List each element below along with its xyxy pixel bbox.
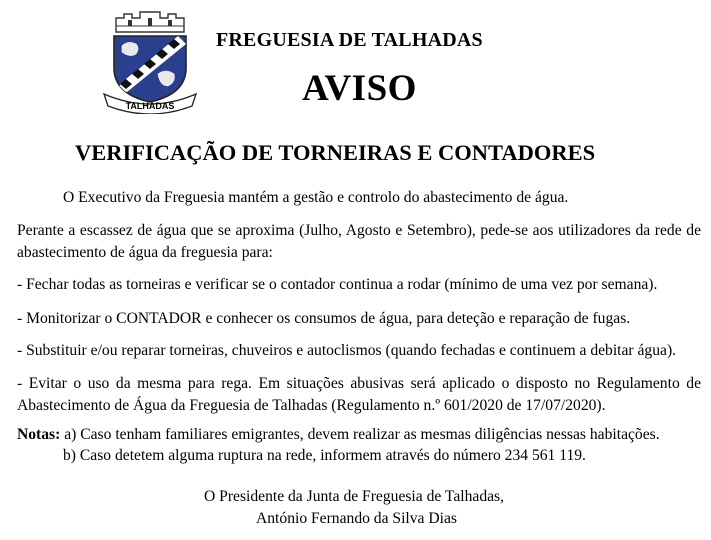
note-a-text: a) Caso tenham familiares emigrantes, devem realizar as mesmas diligências nessas habitações. — [64, 426, 660, 443]
request-paragraph: Perante a escassez de água que se aproxima (Julho, Agosto e Setembro), pede-se aos utilizadores da rede de abastecimento de água da freguesia para: — [17, 222, 701, 261]
notes-label: Notas: — [17, 426, 61, 443]
coat-label: TALHADAS — [125, 101, 175, 111]
list-item: - Substituir e/ou reparar torneiras, chuveiros e autoclismos (quando fechadas e continuem a debitar água). — [17, 342, 677, 359]
coat-of-arms-logo — [98, 6, 202, 114]
intro-paragraph: O Executivo da Freguesia mantém a gestão e controlo do abastecimento de água. — [63, 189, 569, 206]
note-a — [17, 426, 660, 444]
signature-role: O Presidente da Junta de Freguesia de Talhadas, — [204, 488, 505, 505]
signature-name: António Fernando da Silva Dias — [256, 510, 457, 527]
notice-title: AVISO — [302, 68, 417, 109]
list-item: - Fechar todas as torneiras e verificar se o contador continua a rodar (mínimo de uma vez por semana). — [17, 276, 658, 293]
list-item: - Evitar o uso da mesma para rega. Em situações abusivas será aplicado o disposto no Regulamento de Abastecimento de Água da Freguesia de Talhadas (Regulamento n.º 601/2020 de 17/07/2020). — [17, 375, 701, 414]
notice-subject: VERIFICAÇÃO DE TORNEIRAS E CONTADORES — [75, 140, 596, 165]
list-item: - Monitorizar o CONTADOR e conhecer os consumos de água, para deteção e reparação de fugas. — [17, 310, 631, 327]
organization-name: FREGUESIA DE TALHADAS — [216, 29, 483, 51]
note-b: b) Caso detetem alguma ruptura na rede, informem através do número 234 561 119. — [63, 447, 586, 464]
